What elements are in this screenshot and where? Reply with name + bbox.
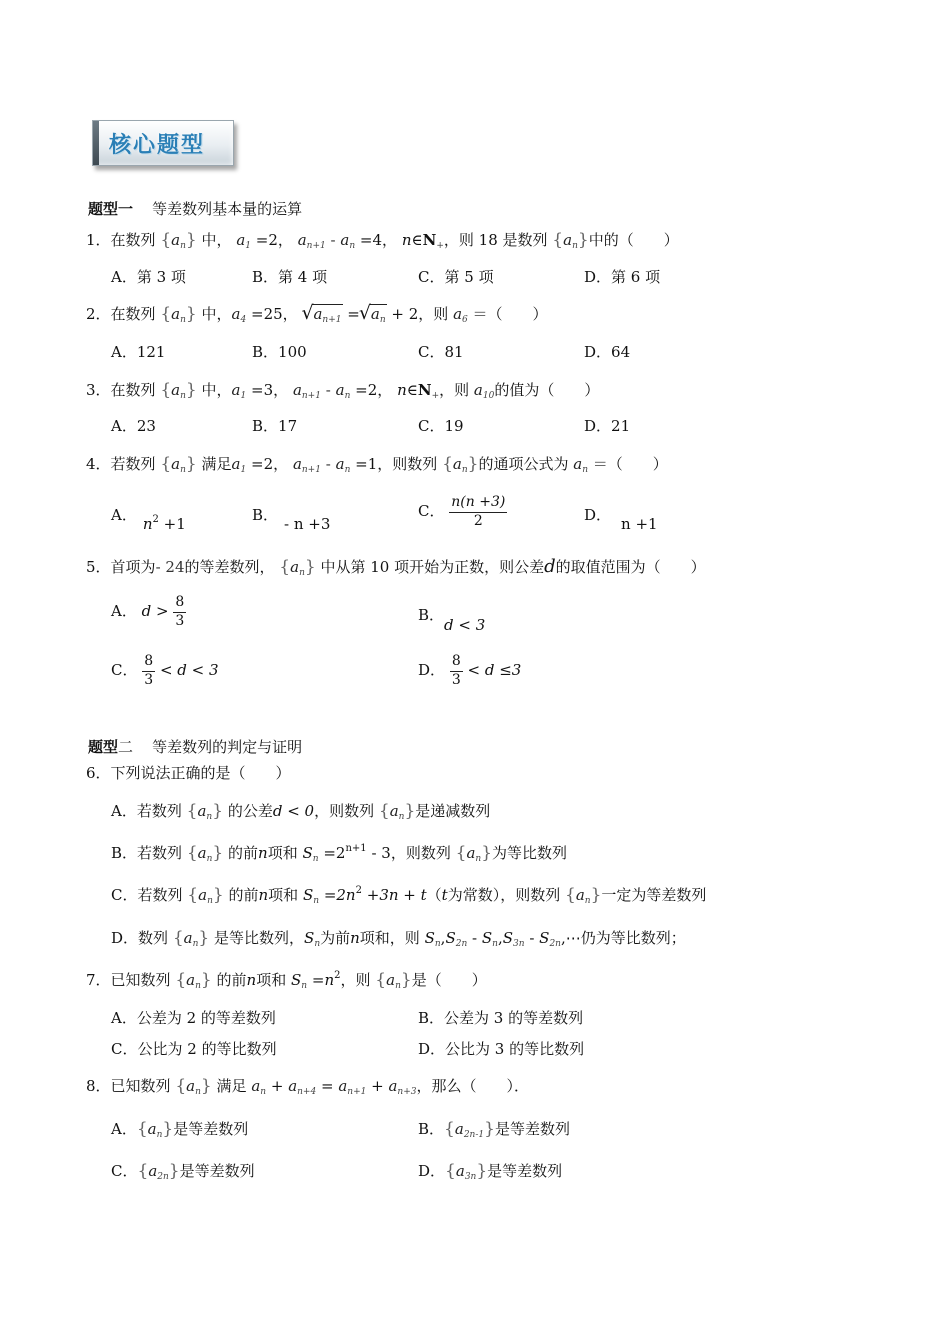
option-2d[interactable]: D．64 [584,343,631,361]
question-6: 6．下列说法正确的是（ ） [86,764,291,782]
option-3b[interactable]: B．17 [252,417,298,435]
option-8d[interactable]: D．$\{a_{3n}\}$是等差数列 [418,1161,563,1182]
option-4a[interactable]: A． $n^2 +1$ [111,506,186,533]
option-1c[interactable]: C．第 5 项 [418,268,494,286]
option-5d[interactable]: D． $\frac{8}{3}$ < d ≤3 [418,653,522,688]
option-6c[interactable]: C．若数列 $\{a_n\}$ 的前n项和 $S_n =2n^2 +3n + t(t$为常数），则数列 $\{a_n\}$一定为等差数列 [111,885,707,906]
section-prefix: 题型一 [88,200,134,218]
option-8a[interactable]: A．$\{a_n\}$是等差数列 [111,1119,249,1140]
option-7c[interactable]: C．公比为 2 的等比数列 [111,1040,277,1058]
question-1: 1．在数列 $\{a_n\}$ 中， $a_1 =2$， $a_{n+1} - a_n =4$， $n\in N_+$，则 18 是数列 $\{a_n\}$中的（ ） [86,230,679,251]
option-6d[interactable]: D．数列 $\{a_n\}$ 是等比数列，$S_n$为前n项和，则 $S_n,S_{2n} - S_n,S_{3n}$ - $S_{2n},\cdots$仍为等比数列； [111,928,686,949]
question-2: 2．在数列 $\{a_n\}$ 中，$a_4 =25$， √ $a_{n+1}$ =√ $a_n + 2$，则 $a_6$ ＝（ ） [86,305,548,324]
section-title: 等差数列基本量的运算 [152,200,303,218]
option-6a[interactable]: A．若数列 $\{a_n\}$ 的公差d < 0，则数列 $\{a_n\}$是递减数列 [111,801,491,822]
option-1a[interactable]: A．第 3 项 [111,268,186,286]
option-2a[interactable]: A．121 [111,343,166,361]
option-3a[interactable]: A．23 [111,417,156,435]
option-6b[interactable]: B．若数列 $\{a_n\}$ 的前n项和 $S_n =2^{n+1} - 3$，则数列 $\{a_n\}$为等比数列 [111,843,568,864]
option-3c[interactable]: C．19 [418,417,464,435]
option-7d[interactable]: D．公比为 3 的等比数列 [418,1040,585,1058]
section-heading-1 [88,198,302,219]
option-5a[interactable]: A． d > $\frac{8}{3}$ [111,594,185,629]
option-1b[interactable]: B．第 4 项 [252,268,328,286]
option-2b[interactable]: B．100 [252,343,307,361]
section-badge [92,120,234,166]
option-8c[interactable]: C．$\{a_{2n}\}$是等差数列 [111,1161,255,1182]
option-2c[interactable]: C．81 [418,343,464,361]
question-7: 7．已知数列 $\{a_n\}$ 的前n项和 $S_n =n^2$，则 $\{a_n\}$是（ ） [86,970,487,991]
section-heading-2: 题型二 等差数列的判定与证明 [88,738,303,756]
option-4d[interactable]: D． n +1 [584,506,658,533]
option-1d[interactable]: D．第 6 项 [584,268,661,286]
badge-label: 核心题型 [109,133,206,158]
option-4c[interactable]: C． $\frac{n(n +3)}{2}$ [418,494,506,529]
question-8: 8．已知数列 $\{a_n\}$ 满足 $a_n + a_{n+4} = a_{n+1} + a_{n+3}$，那么（ ）． [86,1076,530,1097]
option-8b[interactable]: B．$\{a_{2n-1}\}$是等差数列 [418,1119,570,1140]
option-7b[interactable]: B．公差为 3 的等差数列 [418,1009,584,1027]
option-5b[interactable]: B．d < 3 [418,606,486,634]
question-3: 3．在数列 $\{a_n\}$ 中，$a_1 =3$， $a_{n+1} - a_n =2$， $n\in N_+$，则 $a_{10}$的值为（ ） [86,380,600,401]
option-4b[interactable]: B． - n +3 [252,506,331,533]
question-5: 5．首项为- 24的等差数列， $\{a_n\}$ 中从第 10 项开始为正数，则公差d的取值范围为（ ） [86,556,706,578]
option-5c[interactable]: C． $\frac{8}{3}$ < d < 3 [111,653,219,688]
option-3d[interactable]: D．21 [584,417,631,435]
question-4: 4．若数列 $\{a_n\}$ 满足$a_1 =2$， $a_{n+1} - a_n =1$，则数列 $\{a_n\}$的通项公式为 $a_n$ ＝（ ） [86,454,668,475]
option-7a[interactable]: A．公差为 2 的等差数列 [111,1009,276,1027]
